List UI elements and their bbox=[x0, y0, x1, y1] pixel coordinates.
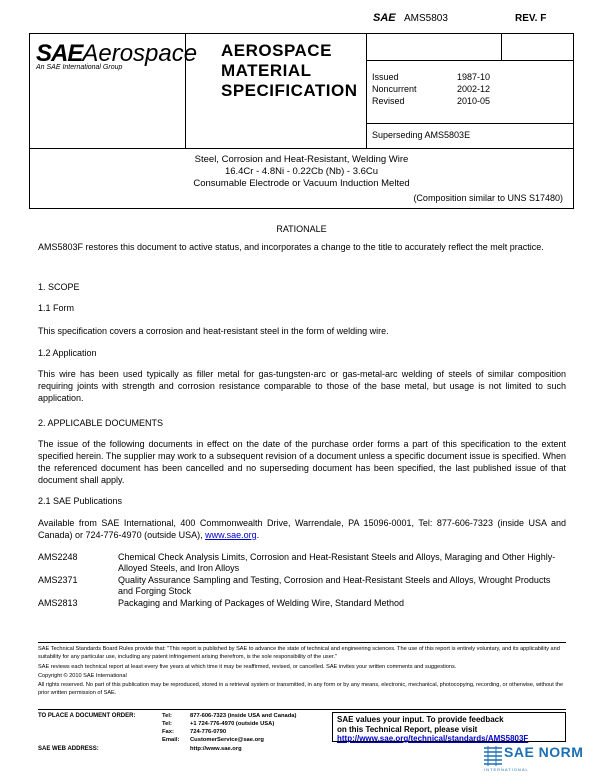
sae-small-logo: SAE bbox=[373, 12, 396, 24]
ref-title: Chemical Check Analysis Limits, Corrosion and Heat-Resistant Steels and Alloys, Maraging and Other Highly-Alloyed Steels, and Iron Alloys bbox=[118, 552, 556, 573]
scope-heading: 1. SCOPE bbox=[38, 282, 80, 292]
desc-composition: 16.4Cr - 4.8Ni - 0.22Cb (Nb) - 3.6Cu bbox=[224, 166, 379, 177]
feedback-link[interactable]: http://www.sae.org/technical/standards/AMS5803F bbox=[337, 734, 529, 743]
ref-code: AMS2248 bbox=[38, 552, 78, 562]
order-value: 724-776-0790 bbox=[190, 729, 227, 735]
superseding-note: Superseding AMS5803E bbox=[372, 130, 471, 140]
uns-note: (Composition similar to UNS S17480) bbox=[413, 193, 563, 203]
form-heading: 1.1 Form bbox=[38, 303, 75, 313]
application-heading: 1.2 Application bbox=[38, 348, 97, 358]
footer-rule bbox=[38, 642, 566, 643]
spec-number: AMS5803 bbox=[404, 13, 448, 24]
ref-code: AMS2371 bbox=[38, 575, 78, 585]
logo-subtitle: An SAE International Group bbox=[36, 64, 123, 71]
header-rule bbox=[366, 60, 573, 61]
sae-publications-text: Available from SAE International, 400 Commonwealth Drive, Warrendale, PA 15096-0001, Tel: 877-606-7323 (inside USA and Canada) or 724-776-4970 (outside USA), www.sae.org. bbox=[38, 518, 566, 540]
sae-aerospace-logo: SAEAerospace bbox=[36, 40, 198, 67]
sae-norm-subtitle: INTERNATIONAL bbox=[484, 767, 529, 772]
application-text: This wire has been used typically as filler metal for gas-tungsten-arc or gas-metal-arc welding of steels of similar composition requiring joints with strength and corrosion resistance comparable to those of the base metal, but usage is not limited to such application. bbox=[38, 369, 566, 403]
sae-web-address[interactable]: http://www.sae.org bbox=[190, 746, 242, 752]
customer-service-email[interactable]: CustomerService@sae.org bbox=[190, 737, 264, 743]
order-key: Fax: bbox=[162, 729, 174, 735]
desc-title: Steel, Corrosion and Heat-Resistant, Welding Wire bbox=[194, 154, 409, 165]
standards-board-note: SAE Technical Standards Board Rules provide that: "This report is published by SAE to advance the state of technical and engineering sciences. The use of this report is entirely voluntary, and its applicability and suitability for any particular use, including any patent infringement arising therefrom, is the sole responsibility of the user." bbox=[38, 646, 560, 660]
applicable-docs-heading: 2. APPLICABLE DOCUMENTS bbox=[38, 418, 164, 428]
footer-rule bbox=[38, 709, 566, 710]
order-key: Email: bbox=[162, 737, 180, 743]
revision-label: REV. F bbox=[515, 13, 547, 24]
order-label: TO PLACE A DOCUMENT ORDER: bbox=[38, 713, 136, 719]
order-key: Tel: bbox=[162, 721, 172, 727]
ref-title: Packaging and Marking of Packages of Welding Wire, Standard Method bbox=[118, 598, 404, 608]
order-value: +1 724-776-4970 (outside USA) bbox=[190, 721, 275, 727]
order-value: 877-606-7323 (inside USA and Canada) bbox=[190, 713, 297, 719]
document-type-title: AEROSPACE MATERIAL SPECIFICATION bbox=[221, 41, 358, 100]
rationale-heading: RATIONALE bbox=[276, 224, 327, 234]
ref-title: Quality Assurance Sampling and Testing, Corrosion and Heat-Resistant Steels and Alloys, Wrought Products and Forging Stock bbox=[118, 575, 551, 596]
rights-note: All rights reserved. No part of this publication may be reproduced, stored in a retrieval system or transmitted, in any form or by any means, electronic, mechanical, photocopying, recording, or otherwise, without the prior written permission of SAE. bbox=[38, 682, 564, 696]
order-key: Tel: bbox=[162, 713, 172, 719]
sae-website-link[interactable]: www.sae.org bbox=[205, 530, 257, 540]
sae-publications-heading: 2.1 SAE Publications bbox=[38, 496, 123, 506]
review-note: SAE reviews each technical report at least every five years at which time it may be reaffirmed, revised, or cancelled. SAE invites your written comments and suggestions. bbox=[38, 664, 457, 670]
applicable-docs-text: The issue of the following documents in effect on the date of the purchase order forms a part of this specification to the extent specified herein. The supplier may work to a subsequent revision of a document unless a specific document issue is specified. When the referenced document has been cancelled and no superseding document has been specified, the last published issue of that document shall apply. bbox=[38, 439, 566, 485]
web-label: SAE WEB ADDRESS: bbox=[38, 746, 99, 752]
header-rule bbox=[366, 123, 573, 124]
rationale-text: AMS5803F restores this document to active status, and incorporates a change to the title to accurately reflect the melt practice. bbox=[38, 242, 544, 252]
ref-code: AMS2813 bbox=[38, 598, 78, 608]
feedback-box: SAE values your input. To provide feedback on this Technical Report, please visit http://www.sae.org/technical/standards/AMS5803F bbox=[332, 712, 566, 742]
title-description-box bbox=[29, 149, 574, 209]
header-divider bbox=[501, 34, 502, 60]
form-text: This specification covers a corrosion and heat-resistant steel in the form of welding wire. bbox=[38, 326, 389, 336]
spec-header bbox=[29, 33, 574, 149]
desc-melt: Consumable Electrode or Vacuum Induction Melted bbox=[193, 178, 410, 189]
copyright: Copyright © 2010 SAE International bbox=[38, 673, 127, 679]
sae-norm-wordmark: SAE NORM bbox=[504, 744, 584, 760]
